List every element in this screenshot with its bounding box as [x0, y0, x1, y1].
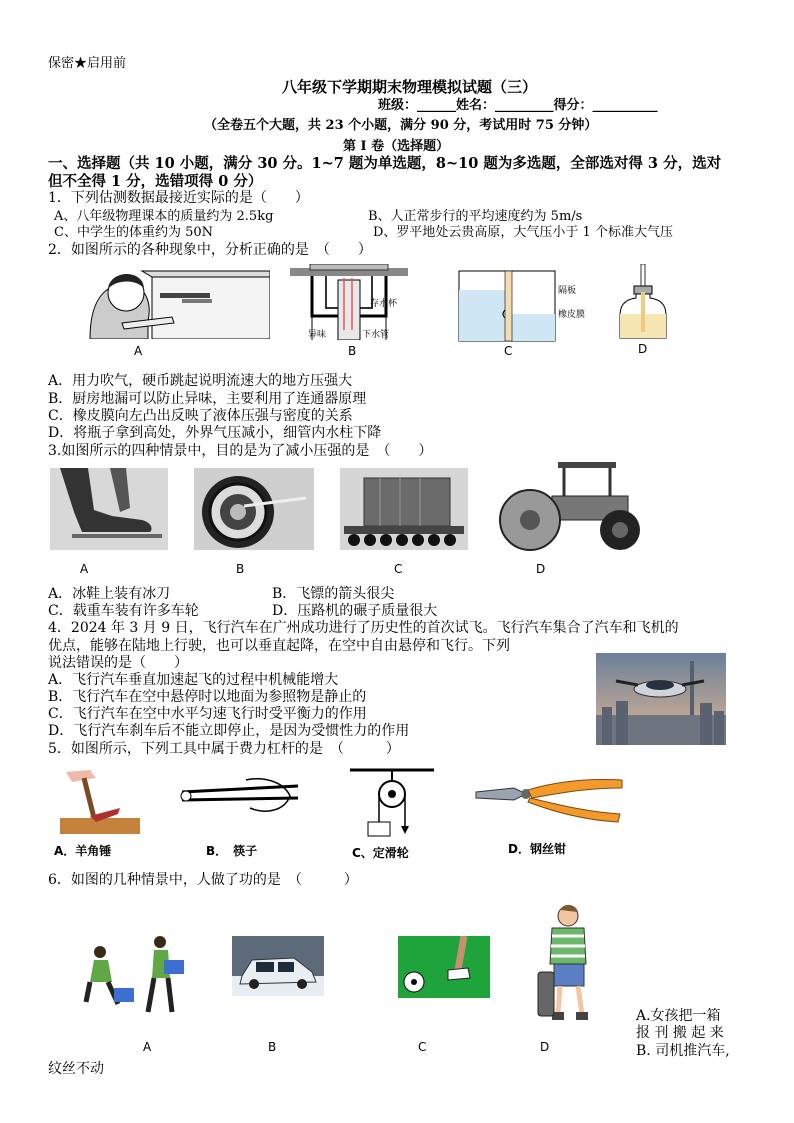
q3-option-b: B．飞镖的箭头很尖: [272, 586, 395, 602]
q2-option-a: A．用力吹气，硬币跳起说明流速大的地方压强大: [48, 373, 353, 389]
q3-figure-d-roller: [492, 458, 642, 554]
q6-option-a-line2: 报 刊 搬 起 来: [636, 1025, 724, 1041]
q4-option-d: D．飞行汽车刹车后不能立即停止，是因为受惯性力的作用: [48, 723, 410, 739]
q6-figure-d-boy-bag: [536, 902, 602, 1026]
q2-figure-c: [458, 270, 556, 342]
q4-option-c: C．飞行汽车在空中水平匀速飞行时受平衡力的作用: [48, 706, 367, 722]
q2-stem: 2．如图所示的各种现象中，分析正确的是 （ ）: [48, 242, 372, 258]
q3-figure-a-ice-skate: [50, 468, 168, 550]
q2-figure-a: [82, 263, 270, 339]
q6-label-d: D: [540, 1040, 550, 1054]
q4-stem-line2: 优点，能够在陆地上行驶，也可以垂直起降，在空中自由悬停和飞行。下列: [48, 638, 510, 654]
q2-label-a: A: [134, 344, 143, 358]
section-heading: 一、选择题（共 10 小题，满分 30 分。1~7 题为单选题，8~10 题为多选题，全部选对得 3 分，选对: [48, 155, 722, 172]
q6-label-a: A: [143, 1040, 152, 1054]
q5-label-b: B． 筷子: [206, 844, 258, 858]
q2-figure-d: [618, 264, 668, 342]
q5-figure-c-fixed-pulley: [350, 768, 434, 838]
q3-figure-c-truck: [340, 468, 468, 550]
q3-figure-b-dart: [194, 468, 314, 550]
q2-option-c: C．橡皮膜向左凸出反映了液体压强与密度的关系: [48, 408, 353, 424]
q2-label-d: D: [638, 342, 648, 356]
q4-option-a: A．飞行汽车垂直加速起飞的过程中机械能增大: [48, 672, 339, 688]
q6-figure-a-girl-box: [78, 932, 196, 1018]
q2-option-b: B．厨房地漏可以防止异味，主要利用了连通器原理: [48, 391, 367, 407]
q5-figure-d-pliers: [474, 772, 624, 824]
q2-fig-c-text-membrane: 橡皮膜: [558, 310, 586, 320]
volume-title: 第 I 卷（选择题）: [343, 139, 450, 154]
q4-option-b: B．飞行汽车在空中悬停时以地面为参照物是静止的: [48, 689, 367, 705]
q2-option-d: D．将瓶子拿到高处，外界气压减小，细管内水柱下降: [48, 425, 382, 441]
q2-fig-b-text-cup: 存水杯: [370, 299, 398, 309]
q1-option-a: A、八年级物理课本的质量约为 2.5kg: [54, 209, 274, 224]
q2-fig-b-text-pipe: 下水管: [362, 330, 390, 340]
q2-fig-b-text-odor: 异味: [308, 330, 327, 340]
q1-option-b: B、人正常步行的平均速度约为 5m/s: [368, 209, 583, 224]
exam-title: 八年级下学期期末物理模拟试题（三）: [282, 78, 538, 96]
q6-figure-b-car-snow: [232, 936, 324, 996]
q2-fig-c-text-partition: 隔板: [558, 286, 577, 296]
q3-stem: 3.如图所示的四种情景中，目的是为了减小压强的是 （ ）: [48, 443, 433, 459]
q6-option-b-line2: 纹丝不动: [48, 1061, 104, 1077]
q5-stem: 5．如图所示，下列工具中属于费力杠杆的是 （ ）: [48, 741, 400, 757]
q6-option-b-line1: B. 司机推汽车,: [636, 1043, 730, 1059]
q3-option-d: D．压路机的碾子质量很大: [272, 603, 438, 619]
q3-label-b: B: [236, 562, 245, 576]
q1-option-d: D、罗平地处云贵高原，大气压小于 1 个标准大气压: [373, 225, 673, 240]
q6-stem: 6．如图的几种情景中，人做了功的是 （ ）: [48, 872, 358, 888]
q2-label-b: B: [348, 344, 357, 358]
q5-figure-a-claw-hammer: [60, 768, 140, 834]
exam-note: （全卷五个大题，共 23 个小题，满分 90 分，考试用时 75 分钟）: [204, 118, 598, 133]
q6-label-b: B: [268, 1040, 277, 1054]
q4-stem-line1: 4．2024 年 3 月 9 日，飞行汽车在广州成功进行了历史性的首次试飞。飞行汽车集合了汽车和飞机的: [48, 620, 679, 636]
section-heading-cont: 但不全得 1 分，选错项得 0 分）: [48, 173, 263, 190]
q3-label-c: C: [394, 562, 403, 576]
q4-figure-flying-car: [596, 653, 726, 745]
q3-option-a: A．冰鞋上装有冰刀: [48, 586, 171, 602]
q2-label-c: C: [504, 344, 513, 358]
q5-label-a: A．羊角锤: [54, 844, 112, 858]
q5-figure-b-chopsticks: [180, 776, 300, 816]
student-info-line: 班级：______姓名：_________得分：__________: [378, 98, 658, 113]
secret-mark: 保密★启用前: [48, 56, 127, 71]
q3-option-c: C．载重车装有许多车轮: [48, 603, 199, 619]
q1-option-c: C、中学生的体重约为 50N: [54, 225, 213, 240]
q6-option-a-line1: A.女孩把一箱: [636, 1008, 721, 1024]
q4-stem-line3: 说法错误的是（ ）: [48, 655, 188, 671]
q6-label-c: C: [418, 1040, 427, 1054]
q1-stem: 1．下列估测数据最接近实际的是（ ）: [48, 190, 309, 206]
q3-label-d: D: [536, 562, 546, 576]
q5-label-d: D．钢丝钳: [508, 842, 566, 856]
q5-label-c: C、定滑轮: [352, 846, 409, 860]
q3-label-a: A: [80, 562, 89, 576]
q6-figure-c-kick-ball: [398, 936, 490, 998]
